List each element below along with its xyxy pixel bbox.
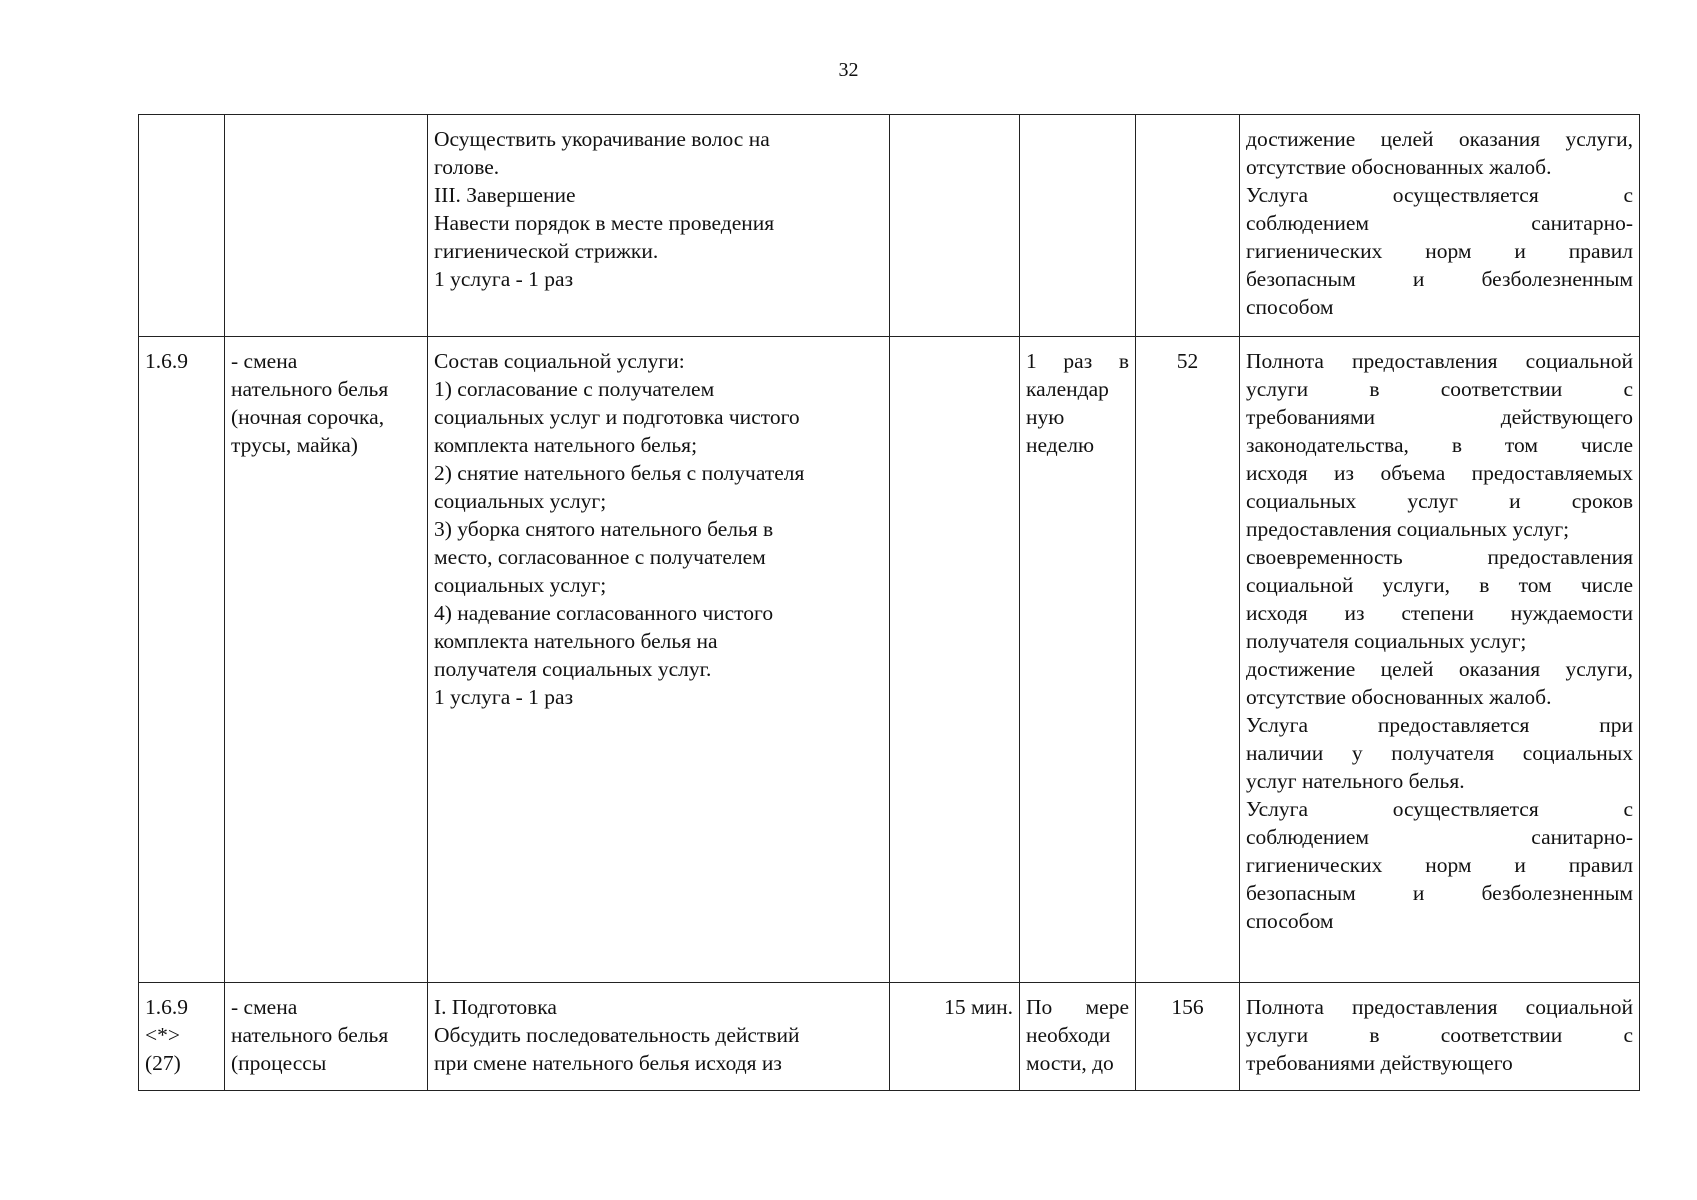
cell-line: I. Подготовка — [434, 995, 557, 1019]
service-content-cell — [428, 337, 890, 983]
cell-line: нательного белья — [231, 1023, 389, 1047]
cell-line: предоставления социальных услуг; — [1246, 517, 1570, 541]
cell-line: 1) согласование с получателем — [434, 377, 715, 401]
cell-line: отсутствие обоснованных жалоб. — [1246, 155, 1552, 179]
cell-line: социальных услуг; — [434, 573, 607, 597]
cell-line: соблюдением санитарно- — [1246, 211, 1633, 235]
cell-line: исходя из степени нуждаемости — [1246, 601, 1633, 625]
cell-line: своевременность предоставления — [1246, 545, 1633, 569]
service-time-cell: 15 мин. — [890, 983, 1020, 1091]
cell-line: услуги в соответствии с — [1246, 1023, 1633, 1047]
cell-line: социальных услуг; — [434, 489, 607, 513]
service-tariff-cell: 52 — [1136, 337, 1240, 983]
service-name-cell — [225, 115, 428, 337]
cell-line: 4) надевание согласованного чистого — [434, 601, 774, 625]
cell-line: Услуга осуществляется с — [1246, 183, 1633, 207]
cell-line: при смене нательного белья исходя из — [434, 1051, 782, 1075]
cell-line: III. Завершение — [434, 183, 576, 207]
cell-line: (процессы — [231, 1051, 327, 1075]
service-quality-cell — [1240, 115, 1640, 337]
cell-line: достижение целей оказания услуги, — [1246, 657, 1633, 681]
page-number: 32 — [838, 59, 859, 81]
cell-line: 3) уборка снятого нательного белья в — [434, 517, 774, 541]
cell-line: социальной услуги, в том числе — [1246, 573, 1633, 597]
cell-line: 1 услуга - 1 раз — [434, 685, 574, 709]
cell-line: ную — [1026, 405, 1065, 429]
service-code-cell — [139, 115, 225, 337]
service-code-cell — [139, 337, 225, 983]
cell-line: голове. — [434, 155, 500, 179]
cell-line: способом — [1246, 295, 1334, 319]
cell-line: Обсудить последовательность действий — [434, 1023, 800, 1047]
cell-line: место, согласованное с получателем — [434, 545, 766, 569]
cell-line: исходя из объема предоставляемых — [1246, 461, 1633, 485]
table-row — [139, 337, 1640, 983]
cell-line: нательного белья — [231, 377, 389, 401]
table-row — [139, 983, 1640, 1091]
cell-line: достижение целей оказания услуги, — [1246, 127, 1633, 151]
cell-line: 1.6.9 — [145, 349, 188, 373]
cell-line: гигиенических норм и правил — [1246, 853, 1633, 877]
cell-line: мости, до — [1026, 1051, 1114, 1075]
cell-line: 1 услуга - 1 раз — [434, 267, 574, 291]
cell-line: (27) — [145, 1051, 181, 1075]
cell-line: законодательства, в том числе — [1246, 433, 1633, 457]
cell-line: гигиенических норм и правил — [1246, 239, 1633, 263]
service-quality-cell — [1240, 983, 1640, 1091]
service-content-cell — [428, 115, 890, 337]
cell-line: требованиями действующего — [1246, 405, 1633, 429]
cell-line: трусы, майка) — [231, 433, 358, 457]
cell-line: социальных услуг и сроков — [1246, 489, 1633, 513]
cell-line: безопасным и безболезненным — [1246, 267, 1633, 291]
service-quality-cell — [1240, 337, 1640, 983]
cell-line: получателя социальных услуг; — [1246, 629, 1527, 653]
cell-line: соблюдением санитарно- — [1246, 825, 1633, 849]
cell-line: Состав социальной услуги: — [434, 349, 685, 373]
cell-line: По мере — [1026, 995, 1129, 1019]
cell-line: безопасным и безболезненным — [1246, 881, 1633, 905]
cell-line: - смена — [231, 349, 298, 373]
cell-line: услуги в соответствии с — [1246, 377, 1633, 401]
service-time-cell — [890, 115, 1020, 337]
service-frequency-cell — [1020, 337, 1136, 983]
cell-line: календар — [1026, 377, 1109, 401]
service-code-cell — [139, 983, 225, 1091]
service-name-cell — [225, 337, 428, 983]
cell-line: наличии у получателя социальных — [1246, 741, 1633, 765]
cell-line: Осуществить укорачивание волос на — [434, 127, 770, 151]
cell-line: <*> — [145, 1023, 181, 1047]
cell-line: требованиями действующего — [1246, 1051, 1513, 1075]
service-frequency-cell — [1020, 983, 1136, 1091]
cell-line: Услуга осуществляется с — [1246, 797, 1633, 821]
cell-line: гигиенической стрижки. — [434, 239, 659, 263]
table-row — [139, 115, 1640, 337]
cell-line: необходи — [1026, 1023, 1111, 1047]
service-tariff-cell — [1136, 115, 1240, 337]
cell-line: комплекта нательного белья на — [434, 629, 718, 653]
cell-line: Полнота предоставления социальной — [1246, 349, 1633, 373]
cell-line: услуг нательного белья. — [1246, 769, 1465, 793]
service-content-cell — [428, 983, 890, 1091]
service-frequency-cell — [1020, 115, 1136, 337]
cell-line: социальных услуг и подготовка чистого — [434, 405, 800, 429]
services-table — [138, 114, 1640, 1091]
cell-line: Полнота предоставления социальной — [1246, 995, 1633, 1019]
cell-line: 1.6.9 — [145, 995, 188, 1019]
cell-line: комплекта нательного белья; — [434, 433, 698, 457]
service-time-cell — [890, 337, 1020, 983]
service-tariff-cell: 156 — [1136, 983, 1240, 1091]
cell-line: 2) снятие нательного белья с получателя — [434, 461, 805, 485]
cell-line: 1 раз в — [1026, 349, 1129, 373]
cell-line: способом — [1246, 909, 1334, 933]
cell-line: получателя социальных услуг. — [434, 657, 712, 681]
cell-line: отсутствие обоснованных жалоб. — [1246, 685, 1552, 709]
cell-line: Навести порядок в месте проведения — [434, 211, 775, 235]
cell-line: (ночная сорочка, — [231, 405, 385, 429]
service-name-cell — [225, 983, 428, 1091]
cell-line: Услуга предоставляется при — [1246, 713, 1633, 737]
cell-line: - смена — [231, 995, 298, 1019]
cell-line: неделю — [1026, 433, 1095, 457]
